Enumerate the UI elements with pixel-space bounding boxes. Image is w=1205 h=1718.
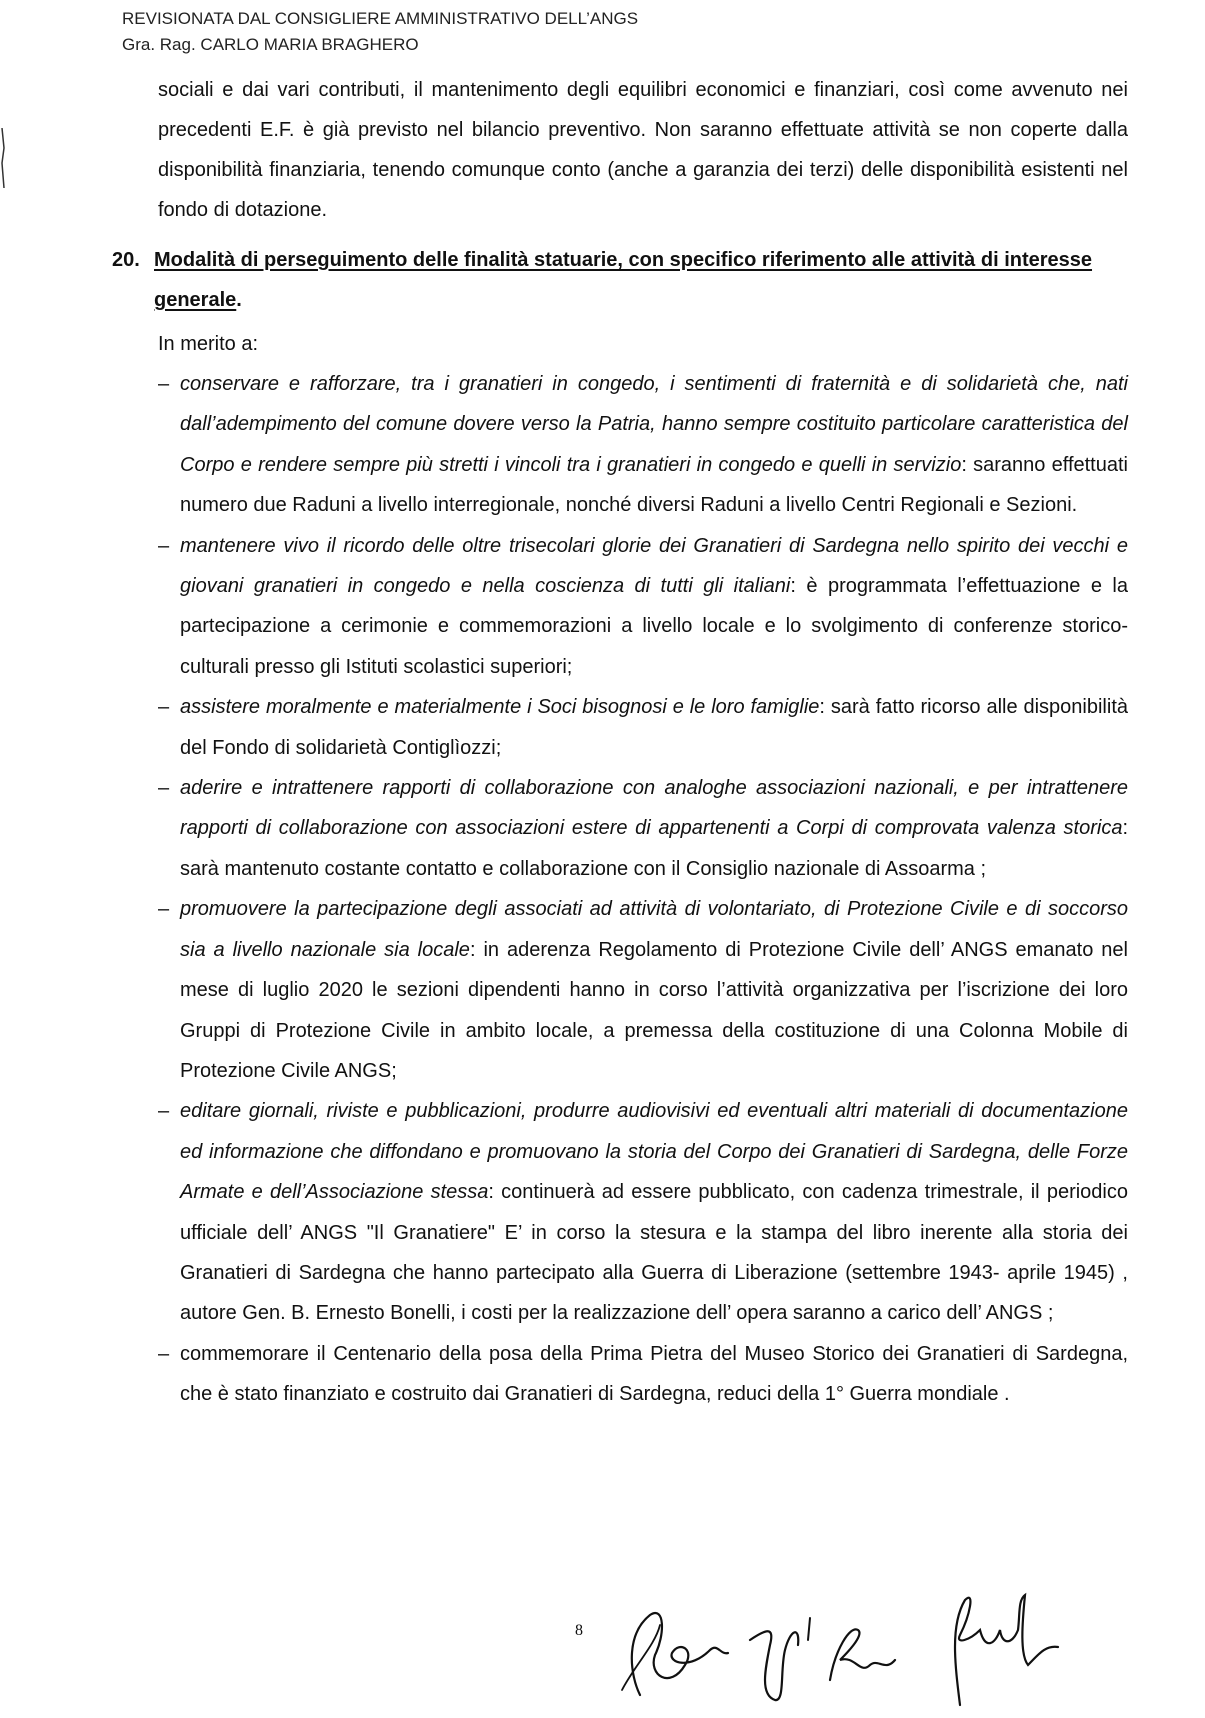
section-title-end: . — [236, 289, 242, 311]
signature-area — [590, 1585, 1060, 1715]
item-text: : saranno effettuati numero due Raduni a livello interregionale, nonché diversi Raduni a livello Centri Regionali e Sezioni. — [180, 453, 1128, 517]
header-line-1: REVISIONATA DAL CONSIGLIERE AMMINISTRATIVO DELL’ANGS — [122, 9, 639, 28]
dash-bullet: – — [158, 696, 170, 719]
dash-bullet: – — [158, 373, 170, 395]
item-text: : continuerà ad essere pubblicato, con cadenza trimestrale, il periodico ufficiale dell’ ANGS "Il Granatiere" E’ in corso la stesura e la stampa del libro inerente alla storia dei Granatieri di Sardegna che hanno partecipato alla Guerra di Liberazione (settembre 1943- aprile 1945) , autore Gen. B. Ernesto Bonelli, i costi per la realizzazione dell’ opera saranno a carico dell’ ANGS ; — [180, 1181, 1128, 1325]
header-line-2: Gra. Rag. CARLO MARIA BRAGHERO — [122, 35, 419, 54]
dash-bullet: – — [158, 1342, 170, 1365]
item-italic-text: editare giornali, riviste e pubblicazioni, produrre audiovisivi ed eventuali altri materiali di documentazione ed informazione che diffondano e promuovano la storia del Corpo dei Granatieri di Sardegna, delle Forze Armate e dell’Associazione stessa — [180, 1100, 1128, 1204]
dash-bullet: – — [158, 777, 170, 800]
item-text: : è programmata l’effettuazione e la partecipazione a cerimonie e commemorazioni a livello locale e lo svolgimento di conferenze storico- culturali presso gli Istituti scolastici superiori; — [180, 575, 1128, 678]
scan-edge-mark — [0, 128, 6, 188]
activity-list — [158, 364, 1128, 1415]
list-item — [158, 1334, 1128, 1415]
document-header — [122, 6, 638, 58]
list-item — [158, 889, 1128, 1091]
dash-bullet: – — [158, 1100, 170, 1123]
item-italic-text: aderire e intrattenere rapporti di collaborazione con analoghe associazioni nazionali, e per intrattenere rapporti di collaborazione con associazioni estere di appartenenti a Corpi di comprovata valenza storica — [180, 777, 1128, 840]
section-title: Modalità di perseguimento delle finalità statuarie, con specifico riferimento alle attività di interesse generale — [154, 249, 1093, 311]
section-title-wrap — [154, 240, 1128, 320]
list-item — [158, 687, 1128, 768]
list-item — [158, 1091, 1128, 1333]
dash-bullet: – — [158, 898, 170, 921]
item-text: : sarà fatto ricorso alle disponibilità del Fondo di solidarietà Contiglìozzi; — [180, 696, 1128, 759]
intro-paragraph: sociali e dai vari contributi, il mantenimento degli equilibri economici e finanziari, così come avvenuto nei precedenti E.F. è già previsto nel bilancio preventivo. Non saranno effettuate attività se non coperte dalla disponibilità finanziaria, tenendo comunque conto (anche a garanzia dei terzi) delle disponibilità esistenti nel fondo di dotazione. — [158, 79, 1128, 221]
item-italic-text: promuovere la partecipazione degli associati ad attività di volontariato, di Protezione Civile e di soccorso sia a livello nazionale sia locale — [180, 898, 1128, 961]
item-text: : in aderenza Regolamento di Protezione Civile dell’ ANGS emanato nel mese di luglio 2020 le sezioni dipendenti hanno in corso l’attività organizzativa per l’iscrizione dei loro Gruppi di Protezione Civile in ambito locale, a premessa della costituzione di una Colonna Mobile di Protezione Civile ANGS; — [180, 938, 1128, 1082]
handwritten-signature-3 — [920, 1585, 1060, 1715]
dash-bullet: – — [158, 534, 170, 557]
item-italic-text: mantenere vivo il ricordo delle oltre trisecolari glorie dei Granatieri di Sardegna nello spirito dei vecchi e giovani granatieri in congedo e nella coscienza di tutti gli italiani — [180, 534, 1128, 598]
intro-paragraph-block — [158, 70, 1128, 230]
section-20 — [112, 240, 1128, 1415]
item-italic-text: conservare e rafforzare, tra i granatieri in congedo, i sentimenti di fraternità e di solidarietà che, nati dall’adempimento del comune dovere verso la Patria, hanno sempre costituito particolare caratteristica del Corpo e rendere sempre più stretti i vincoli tra i granatieri in congedo e quelli in servizio — [180, 373, 1128, 476]
page-number: 8 — [575, 1622, 583, 1639]
section-heading — [112, 240, 1128, 320]
item-text: : sarà mantenuto costante contatto e collaborazione con il Consiglio nazionale di Assoarma ; — [180, 817, 1128, 880]
list-item — [158, 768, 1128, 889]
handwritten-signature-1 — [610, 1595, 730, 1710]
list-item — [158, 526, 1128, 688]
item-italic-text: assistere moralmente e materialmente i Soci bisognosi e le loro famiglie — [180, 696, 820, 719]
lead-text: In merito a: — [158, 333, 259, 355]
section-number: 20. — [112, 249, 140, 271]
handwritten-signature-2 — [740, 1600, 900, 1710]
item-text: commemorare il Centenario della posa della Prima Pietra del Museo Storico dei Granatieri di Sardegna, che è stato finanziato e costruito dai Granatieri di Sardegna, reduci della 1° Guerra mondiale . — [180, 1342, 1128, 1406]
list-item — [158, 364, 1128, 526]
